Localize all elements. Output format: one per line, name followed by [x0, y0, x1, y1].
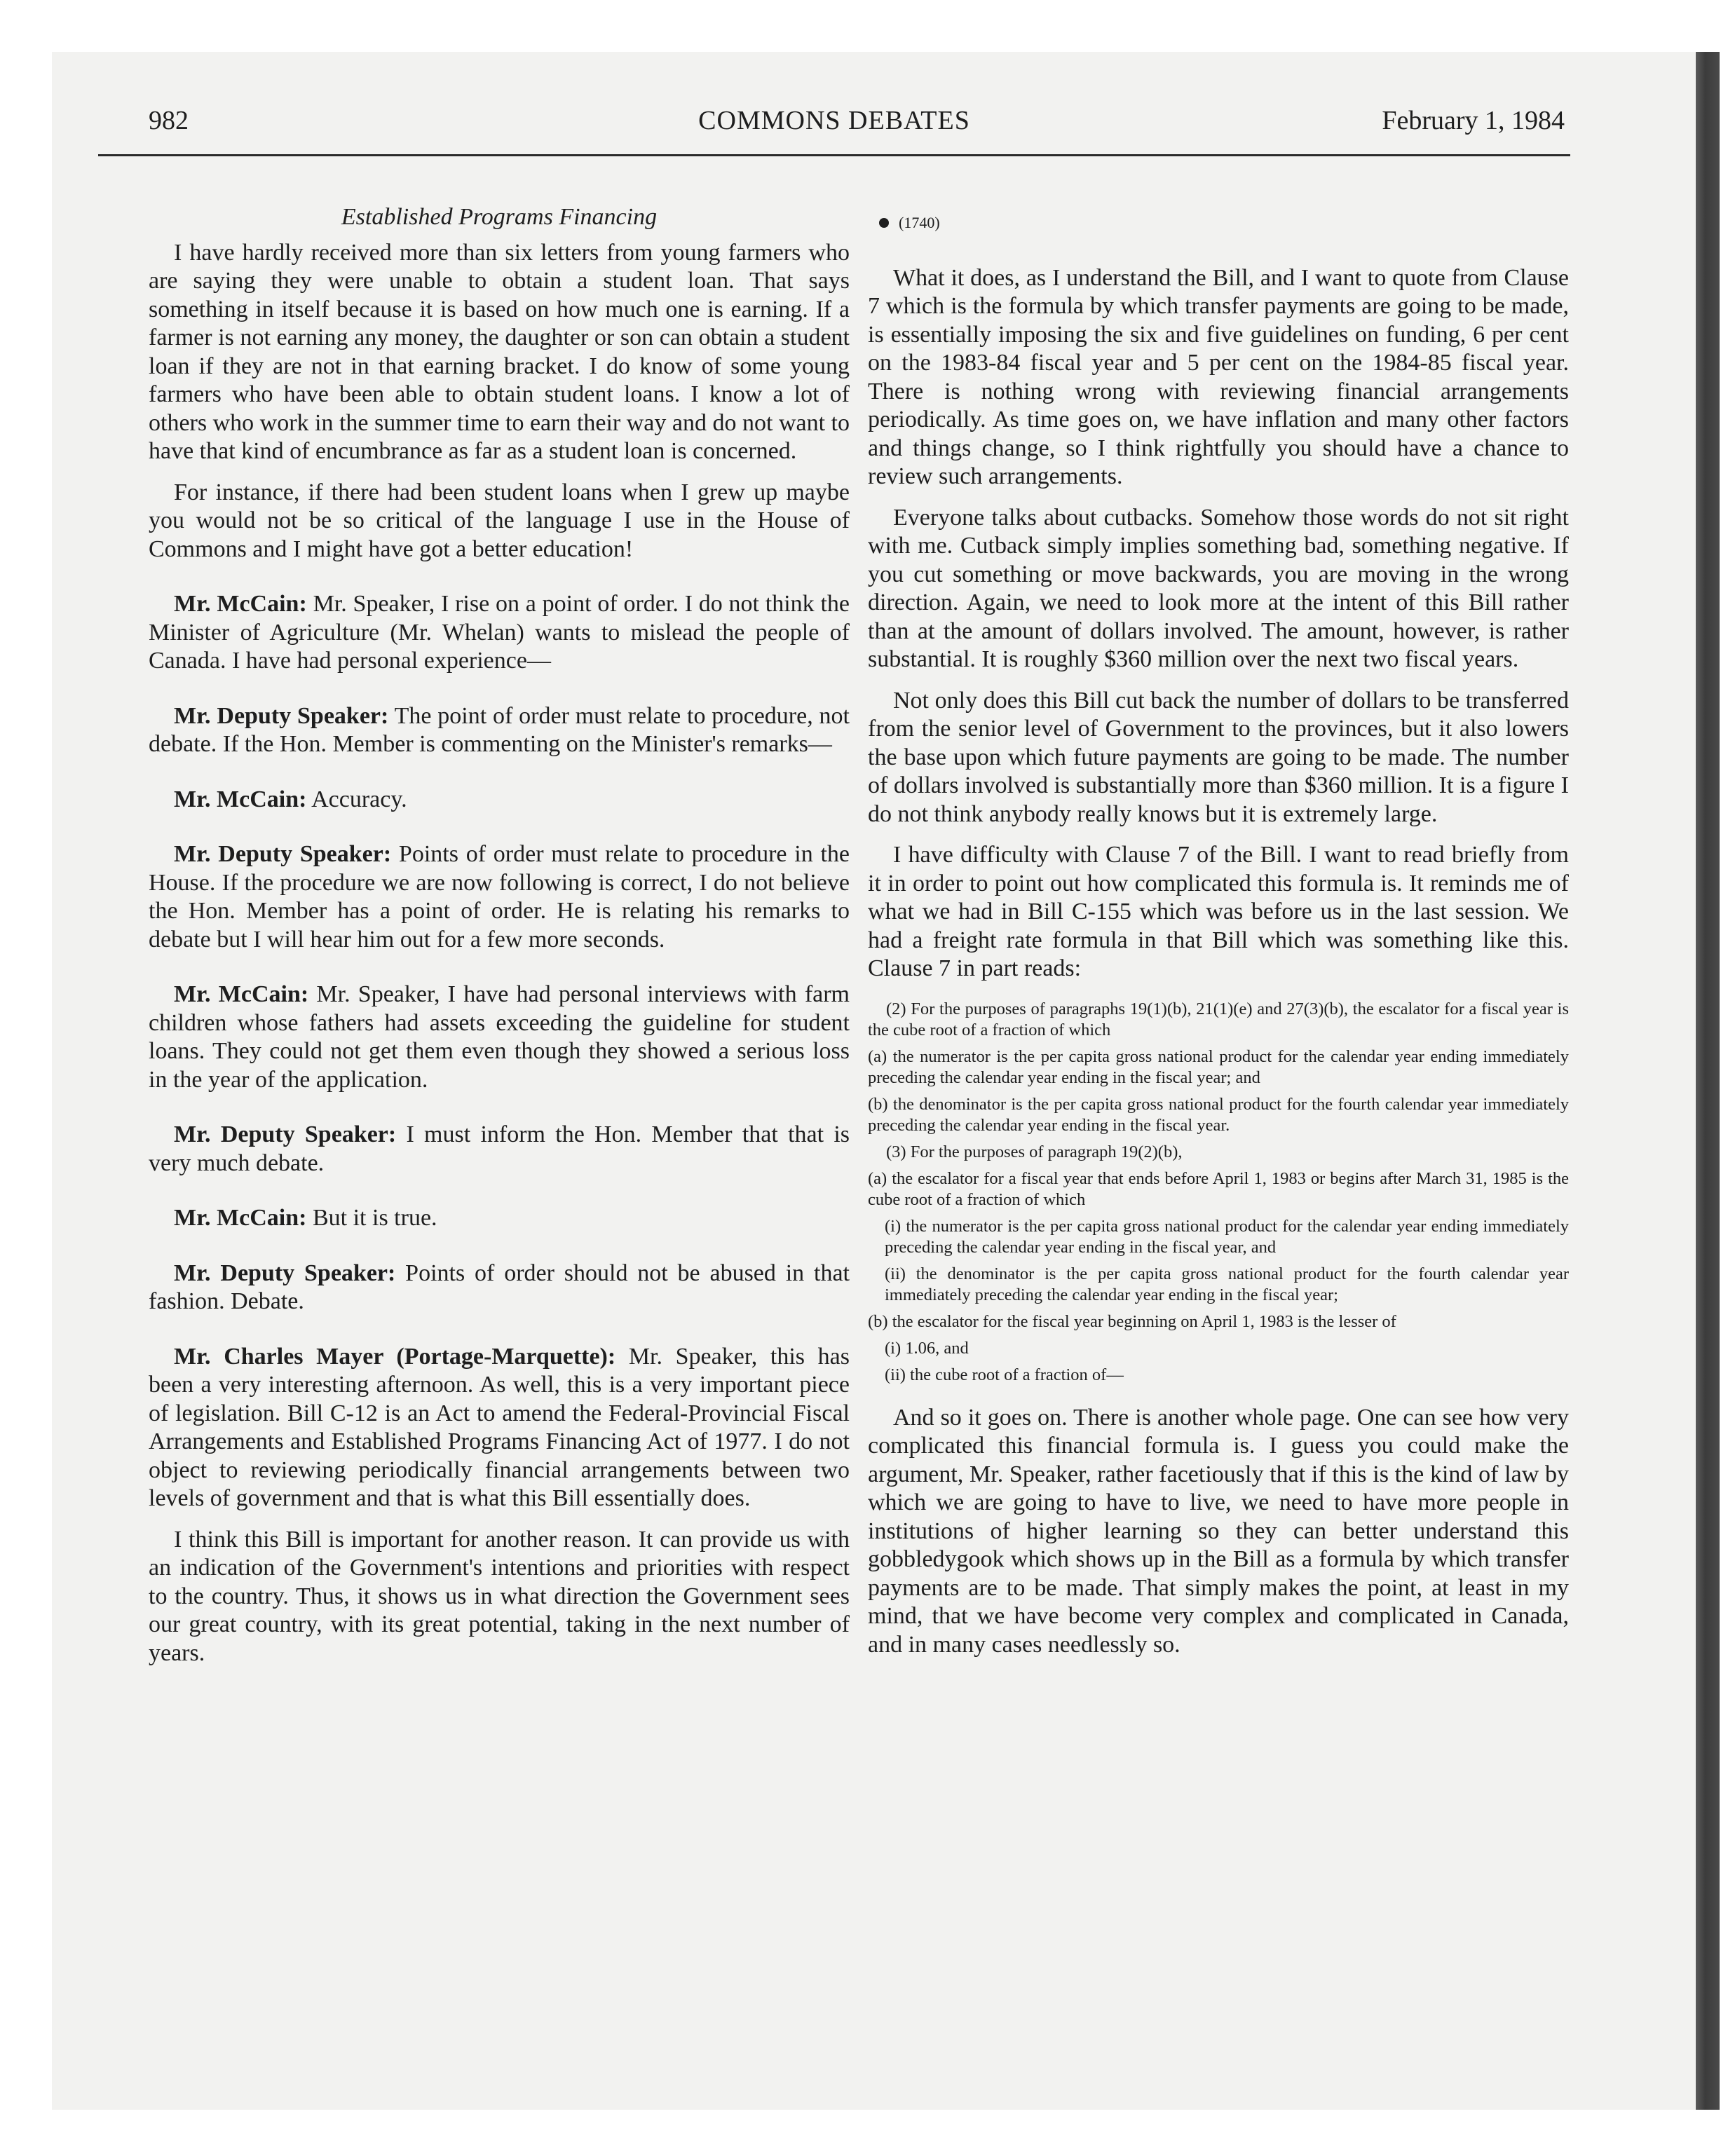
paragraph: I have hardly received more than six letters from young farmers who are saying they were unable to obtain a student loan. That says something in itself because it is based on how much one is earning. If a farmer is not earning any money, the daughter or son can obtain a student loan if they are not in that earning bracket. I do know of some young farmers who have been able to obtain student loans. I know a lot of others who work in the summer time to earn their way and do not want to have that kind of encumbrance as far as a student loan is concerned.	[149, 239, 850, 464]
paragraph: I have difficulty with Clause 7 of the Bill. I want to read briefly from it in order to point out how complicated this formula is. It reminds me of what we had in Bill C-155 which was before us in the last session. We had a freight rate formula in that Bill which was something like this. Clause 7 in part reads:	[868, 842, 1569, 981]
speech-text: Accuracy.	[306, 786, 407, 812]
speaker-name: Mr. Deputy Speaker:	[174, 702, 389, 729]
quote-line: (3) For the purposes of paragraph 19(2)(b),	[886, 1142, 1183, 1161]
section-heading: Established Programs Financing	[341, 204, 658, 230]
time-marker	[868, 209, 1569, 238]
paragraph: Everyone talks about cutbacks. Somehow those words do not sit right with me. Cutback simply implies something bad, something negative. If you cut something or move backwards, you are moving in the wrong direction. Again, we need to look more at the intent of this Bill rather than at the amount of dollars involved. The amount, however, is rather substantial. It is roughly $360 million over the next two fiscal years.	[868, 504, 1569, 672]
speech	[149, 786, 850, 814]
publication-title: COMMONS DEBATES	[698, 106, 970, 135]
speaker-name: Mr. McCain:	[174, 786, 307, 812]
speech	[149, 840, 850, 954]
quote-line: (a) the numerator is the per capita gross national product for the calendar year ending immediately preceding the calendar year ending in the fiscal year; and	[868, 1046, 1569, 1087]
speaker-name: Mr. Deputy Speaker:	[174, 1121, 397, 1147]
quote-line: (2) For the purposes of paragraphs 19(1)(b), 21(1)(e) and 27(3)(b), the escalator for a fiscal year is the cube root of a fraction of which	[868, 999, 1569, 1039]
bullet-icon	[879, 218, 889, 228]
speaker-name: Mr. McCain:	[174, 1205, 307, 1231]
bill-clause-quote	[868, 999, 1569, 1386]
paragraph: I think this Bill is important for another reason. It can provide us with an indication of the Government's intentions and priorities with respect to the country. Thus, it shows us in what direction the Government sees our great country, with its great potential, taking in the next number of years.	[149, 1526, 850, 1666]
speaker-name: Mr. McCain:	[174, 981, 309, 1007]
quote-line: (a) the escalator for a fiscal year that ends before April 1, 1983 or begins after March 31, 1985 is the cube root of a fraction of which	[868, 1168, 1569, 1209]
quote-line: (ii) the cube root of a fraction of—	[885, 1365, 1124, 1384]
speech	[149, 1260, 850, 1316]
speaker-name: Mr. Deputy Speaker:	[174, 841, 392, 867]
quote-line: (ii) the denominator is the per capita gross national product for the fourth calendar year immediately preceding the calendar year ending in the fiscal year;	[885, 1264, 1569, 1304]
speech-text: Points of order must relate to procedure in the House. If the procedure we are now following is correct, I do not believe the Hon. Member has a point of order. He is relating his remarks to debate but I will hear him out for a few more seconds.	[149, 841, 850, 953]
paragraph: For instance, if there had been student loans when I grew up maybe you would not be so critical of the language I use in the House of Commons and I might have got a better education!	[149, 479, 850, 562]
speech	[149, 590, 850, 676]
speech	[149, 702, 850, 759]
speech	[149, 1343, 850, 1513]
time-marker-text: (1740)	[899, 214, 940, 231]
page-date: February 1, 1984	[1382, 106, 1565, 135]
paragraph: Not only does this Bill cut back the number of dollars to be transferred from the senior level of Government to the provinces, but it also lowers the base upon which future payments are going to be made. The number of dollars involved is substantially more than $360 million. It is a figure I do not think anybody really knows but it is extremely large.	[868, 687, 1569, 827]
scan-edge-shadow	[1696, 52, 1720, 2110]
speech	[149, 981, 850, 1094]
quote-line: (b) the denominator is the per capita gross national product for the fourth calendar year immediately preceding the calendar year ending in the fiscal year.	[868, 1094, 1569, 1135]
speech-text: I must inform the Hon. Member that that is very much debate.	[149, 1121, 850, 1176]
quote-line: (i) 1.06, and	[885, 1338, 969, 1358]
speech	[149, 1204, 850, 1233]
paragraph: What it does, as I understand the Bill, and I want to quote from Clause 7 which is the formula by which transfer payments are going to be made, is essentially imposing the six and five guidelines on funding, 6 per cent on the 1983-84 fiscal year and 5 per cent on the 1984-85 fiscal year. There is nothing wrong with reviewing financial arrangements periodically. As time goes on, we have inflation and many other factors and things change, so I think rightfully you should have a chance to review such arrangements.	[868, 264, 1569, 489]
page-number: 982	[149, 106, 189, 135]
speaker-name: Mr. Deputy Speaker:	[174, 1260, 396, 1286]
right-column	[868, 203, 1569, 1672]
speech-text: But it is true.	[306, 1205, 437, 1231]
speech-text: Mr. Speaker, I rise on a point of order. I do not think the Minister of Agriculture (Mr. Whelan) wants to mislead the people of Canada. I have had personal experience—	[149, 591, 850, 674]
speaker-name: Mr. Charles Mayer (Portage-Marquette):	[174, 1343, 616, 1370]
speech-text: Mr. Speaker, I have had personal interviews with farm children whose fathers had assets exceeding the guideline for student loans. They could not get them even though they showed a serious loss in the year of the application.	[149, 981, 850, 1093]
left-column	[149, 203, 850, 1680]
speech-text: Points of order should not be abused in that fashion. Debate.	[149, 1260, 850, 1314]
speech-text: The point of order must relate to procedure, not debate. If the Hon. Member is commenting on the Minister's remarks—	[149, 702, 850, 757]
quote-line: (b) the escalator for the fiscal year beginning on April 1, 1983 is the lesser of	[868, 1311, 1396, 1331]
speaker-name: Mr. McCain:	[174, 591, 307, 617]
speech-text: Mr. Speaker, this has been a very interesting afternoon. As well, this is a very important piece of legislation. Bill C-12 is an Act to amend the Federal-Provincial Fiscal Arrangements and Established Programs Financing Act of 1977. I do not object to reviewing periodically financial arrangements between two levels of government and that is what this Bill essentially does.	[149, 1343, 850, 1511]
paragraph: And so it goes on. There is another whole page. One can see how very complicated this financial formula is. I guess you could make the argument, Mr. Speaker, rather facetiously that if this is the kind of law by which we are going to have to live, we need to have more people in institutions of higher learning so they can better understand this gobbledygook which shows up in the Bill as a formula by which transfer payments are to be made. That simply makes the point, at least in my mind, that we have become very complex and complicated in Canada, and in many cases needlessly so.	[868, 1404, 1569, 1658]
page-header	[98, 105, 1570, 156]
speech	[149, 1121, 850, 1178]
quote-line: (i) the numerator is the per capita gross national product for the calendar year ending immediately preceding the calendar year ending in the fiscal year, and	[885, 1216, 1569, 1257]
